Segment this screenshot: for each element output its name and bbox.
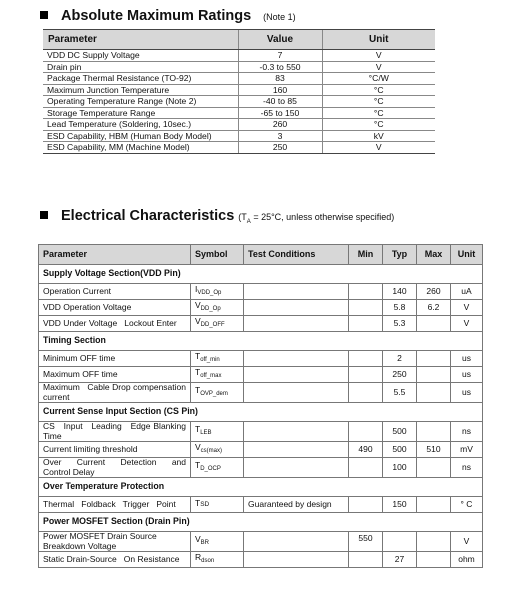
ec-symbol: [191, 497, 244, 513]
amr-unit: °C: [322, 119, 435, 131]
ec-param-line1: Power MOSFET Drain Source: [43, 531, 157, 541]
ec-header-row: [39, 245, 483, 265]
ec-sym-main: V: [195, 315, 201, 326]
amr-row: [43, 84, 435, 96]
ec-header-unit: Unit: [451, 245, 483, 265]
ec-typ: 250: [383, 367, 417, 383]
ec-sym-sub: D_OCP: [200, 465, 221, 472]
ec-unit: us: [451, 351, 483, 367]
ec-typ: 2: [383, 351, 417, 367]
ec-param-line2: Time: [43, 430, 62, 441]
ec-header-max: Max: [417, 245, 451, 265]
ec-header-parameter: Parameter: [39, 245, 191, 265]
ec-unit: ns: [451, 458, 483, 478]
ec-unit: ns: [451, 422, 483, 442]
ec-unit: us: [451, 367, 483, 383]
amr-header-parameter: Parameter: [43, 30, 238, 50]
ec-cond: Guaranteed by design: [244, 497, 349, 513]
ec-symbol: [191, 422, 244, 442]
ec-typ: 27: [383, 552, 417, 568]
amr-param: Maximum Junction Temperature: [43, 84, 238, 96]
ec-cond: [244, 284, 349, 300]
ec-symbol: [191, 458, 244, 478]
ec-min: [349, 422, 383, 442]
amr-unit: °C: [322, 107, 435, 119]
ec-row: [39, 497, 483, 513]
amr-value: 250: [238, 142, 322, 154]
ec-param: Thermal Foldback Trigger Point: [39, 497, 191, 513]
ec-section-ot: Over Temperature Protection: [39, 478, 483, 497]
ec-row: [39, 383, 483, 403]
ec-sym-sub: DD_OFF: [200, 321, 225, 328]
ec-sym-sub: LEB: [200, 429, 212, 436]
ec-conditions: [238, 212, 394, 225]
ec-max: [417, 458, 451, 478]
ec-sym-main: T: [195, 384, 201, 395]
ec-typ: 140: [383, 284, 417, 300]
amr-header-value: Value: [238, 30, 322, 50]
ec-cond: [244, 316, 349, 332]
ec-cond: [244, 458, 349, 478]
ec-section-mosfet: Power MOSFET Section (Drain Pin): [39, 513, 483, 532]
amr-param: Operating Temperature Range (Note 2): [43, 96, 238, 108]
ec-min: [349, 351, 383, 367]
ec-header-typ: Typ: [383, 245, 417, 265]
ec-cond-prefix: (T: [238, 212, 247, 222]
amr-value: -65 to 150: [238, 107, 322, 119]
ec-title: Electrical Characteristics: [61, 208, 235, 224]
ec-row: [39, 442, 483, 458]
ec-min: [349, 284, 383, 300]
ec-unit: us: [451, 383, 483, 403]
ec-param-line2: Control Delay: [43, 466, 95, 477]
ec-min: [349, 497, 383, 513]
amr-row: [43, 73, 435, 85]
amr-row: [43, 119, 435, 131]
ec-max: [417, 422, 451, 442]
ec-unit: ohm: [451, 552, 483, 568]
ec-symbol: [191, 552, 244, 568]
ec-param: [39, 532, 191, 552]
amr-unit: V: [322, 142, 435, 154]
ec-param: Current limiting threshold: [39, 442, 191, 458]
ec-typ: 5.5: [383, 383, 417, 403]
ec-sym-main: V: [195, 441, 201, 452]
bullet-square-icon: [40, 211, 48, 219]
ec-sym-sub: DD_Op: [200, 305, 221, 312]
ec-unit: uA: [451, 284, 483, 300]
ec-param: Operation Current: [39, 284, 191, 300]
ec-min: [349, 316, 383, 332]
ec-row: [39, 316, 483, 332]
ec-row: [39, 367, 483, 383]
ec-param: VDD Under Voltage Lockout Enter: [39, 316, 191, 332]
ec-symbol: [191, 351, 244, 367]
ec-row: [39, 300, 483, 316]
amr-row: [43, 107, 435, 119]
amr-param: Lead Temperature (Soldering, 10sec.): [43, 119, 238, 131]
ec-sym-sub: off_min: [200, 356, 220, 363]
ec-min: 550: [349, 532, 383, 552]
ec-sym-main: T: [195, 366, 201, 377]
ec-cond: [244, 532, 349, 552]
ec-min: [349, 367, 383, 383]
ec-max: 6.2: [417, 300, 451, 316]
ec-section-supply: Supply Voltage Section(VDD Pin): [39, 265, 483, 284]
amr-header-row: [43, 30, 435, 50]
ec-section-cs: Current Sense Input Section (CS Pin): [39, 403, 483, 422]
amr-value: 83: [238, 73, 322, 85]
ec-symbol: [191, 367, 244, 383]
ec-param: Static Drain-Source On Resistance: [39, 552, 191, 568]
ec-param: [39, 422, 191, 442]
ec-row: [39, 532, 483, 552]
amr-row: [43, 130, 435, 142]
ec-symbol: [191, 383, 244, 403]
ec-param-line1: Maximum Cable Drop compensation: [43, 382, 186, 392]
amr-value: 160: [238, 84, 322, 96]
amr-param: VDD DC Supply Voltage: [43, 50, 238, 62]
ec-max: [417, 552, 451, 568]
amr-param: ESD Capability, MM (Machine Model): [43, 142, 238, 154]
ec-section-row: [39, 403, 483, 422]
ec-max: [417, 351, 451, 367]
ec-min: 490: [349, 442, 383, 458]
ec-sym-main: T: [195, 459, 201, 470]
ec-unit: V: [451, 300, 483, 316]
ec-max: [417, 316, 451, 332]
ec-typ: 500: [383, 442, 417, 458]
ec-cond: [244, 383, 349, 403]
ec-typ: [383, 532, 417, 552]
ec-row: [39, 552, 483, 568]
ec-param: Minimum OFF time: [39, 351, 191, 367]
amr-header-unit: Unit: [322, 30, 435, 50]
amr-row: [43, 50, 435, 62]
ec-sym-sub: OVP_dem: [200, 390, 228, 397]
ec-param: [39, 458, 191, 478]
ec-heading: [40, 208, 394, 225]
ec-param-line1: CS Input Leading Edge Blanking: [43, 421, 186, 431]
ec-cond-sub: A: [246, 218, 251, 225]
ec-cond: [244, 442, 349, 458]
amr-row: [43, 61, 435, 73]
ec-max: [417, 367, 451, 383]
ec-header-symbol: Symbol: [191, 245, 244, 265]
amr-title: Absolute Maximum Ratings: [61, 8, 252, 24]
bullet-square-icon: [40, 11, 48, 19]
ec-cond: [244, 300, 349, 316]
ec-sym-main: T: [195, 350, 201, 361]
ec-cond: [244, 552, 349, 568]
ec-param: [39, 383, 191, 403]
ec-unit: V: [451, 532, 483, 552]
ec-typ: 5.3: [383, 316, 417, 332]
ec-typ: 100: [383, 458, 417, 478]
amr-param: Drain pin: [43, 61, 238, 73]
ec-max: [417, 497, 451, 513]
ec-section-row: [39, 513, 483, 532]
ec-sym-main: T: [195, 423, 201, 434]
amr-unit: °C: [322, 84, 435, 96]
amr-value: 7: [238, 50, 322, 62]
amr-row: [43, 96, 435, 108]
ec-min: [349, 458, 383, 478]
ec-sym-main: R: [195, 551, 202, 562]
amr-value: -40 to 85: [238, 96, 322, 108]
ec-unit: mV: [451, 442, 483, 458]
ec-param-line2: Breakdown Voltage: [43, 540, 117, 551]
amr-param: Storage Temperature Range: [43, 107, 238, 119]
ec-param-line2: current: [43, 391, 70, 402]
amr-value: -0.3 to 550: [238, 61, 322, 73]
ec-symbol: [191, 442, 244, 458]
ec-typ: 5.8: [383, 300, 417, 316]
ec-sym-main: I: [195, 283, 198, 294]
amr-unit: V: [322, 50, 435, 62]
amr-table: [43, 29, 435, 154]
ec-sym-sub: dson: [201, 557, 215, 564]
ec-param: Maximum OFF time: [39, 367, 191, 383]
ec-sym-sub: VDD_Op: [197, 289, 222, 296]
ec-symbol: [191, 284, 244, 300]
ec-cond: [244, 367, 349, 383]
ec-row: [39, 422, 483, 442]
ec-row: [39, 284, 483, 300]
amr-value: 3: [238, 130, 322, 142]
amr-param: ESD Capability, HBM (Human Body Model): [43, 130, 238, 142]
ec-cond-rest: = 25°C, unless otherwise specified): [250, 212, 395, 222]
amr-unit: kV: [322, 130, 435, 142]
ec-min: [349, 383, 383, 403]
ec-typ: 500: [383, 422, 417, 442]
ec-max: [417, 383, 451, 403]
ec-cond: [244, 422, 349, 442]
ec-sym-sub: SD: [200, 501, 210, 509]
ec-sym-sub: off_max: [200, 372, 222, 379]
ec-max: 510: [417, 442, 451, 458]
ec-section-row: [39, 332, 483, 351]
ec-header-test-conditions: Test Conditions: [244, 245, 349, 265]
ec-unit: ° C: [451, 497, 483, 513]
amr-unit: °C/W: [322, 73, 435, 85]
ec-symbol: [191, 532, 244, 552]
ec-header-min: Min: [349, 245, 383, 265]
ec-table: [38, 244, 483, 568]
ec-min: [349, 552, 383, 568]
ec-symbol: [191, 316, 244, 332]
ec-unit: V: [451, 316, 483, 332]
amr-param: Package Thermal Resistance (TO-92): [43, 73, 238, 85]
amr-unit: °C: [322, 96, 435, 108]
amr-value: 260: [238, 119, 322, 131]
ec-section-row: [39, 265, 483, 284]
ec-param-line1: Over Current Detection and: [43, 457, 186, 467]
ec-row: [39, 351, 483, 367]
ec-symbol: [191, 300, 244, 316]
ec-max: [417, 532, 451, 552]
ec-section-timing: Timing Section: [39, 332, 483, 351]
ec-sym-main: T: [195, 498, 201, 509]
ec-param: VDD Operation Voltage: [39, 300, 191, 316]
ec-row: [39, 458, 483, 478]
ec-sym-main: V: [195, 533, 201, 544]
ec-section-row: [39, 478, 483, 497]
ec-cond: [244, 351, 349, 367]
ec-max: 260: [417, 284, 451, 300]
ec-min: [349, 300, 383, 316]
ec-sym-main: V: [195, 299, 201, 310]
ec-sym-sub: BR: [200, 539, 210, 546]
amr-note: (Note 1): [263, 12, 296, 22]
ec-sym-sub: cs(max): [200, 447, 223, 454]
amr-unit: V: [322, 61, 435, 73]
amr-row: [43, 142, 435, 154]
amr-heading: [40, 8, 296, 24]
ec-typ: 150: [383, 497, 417, 513]
